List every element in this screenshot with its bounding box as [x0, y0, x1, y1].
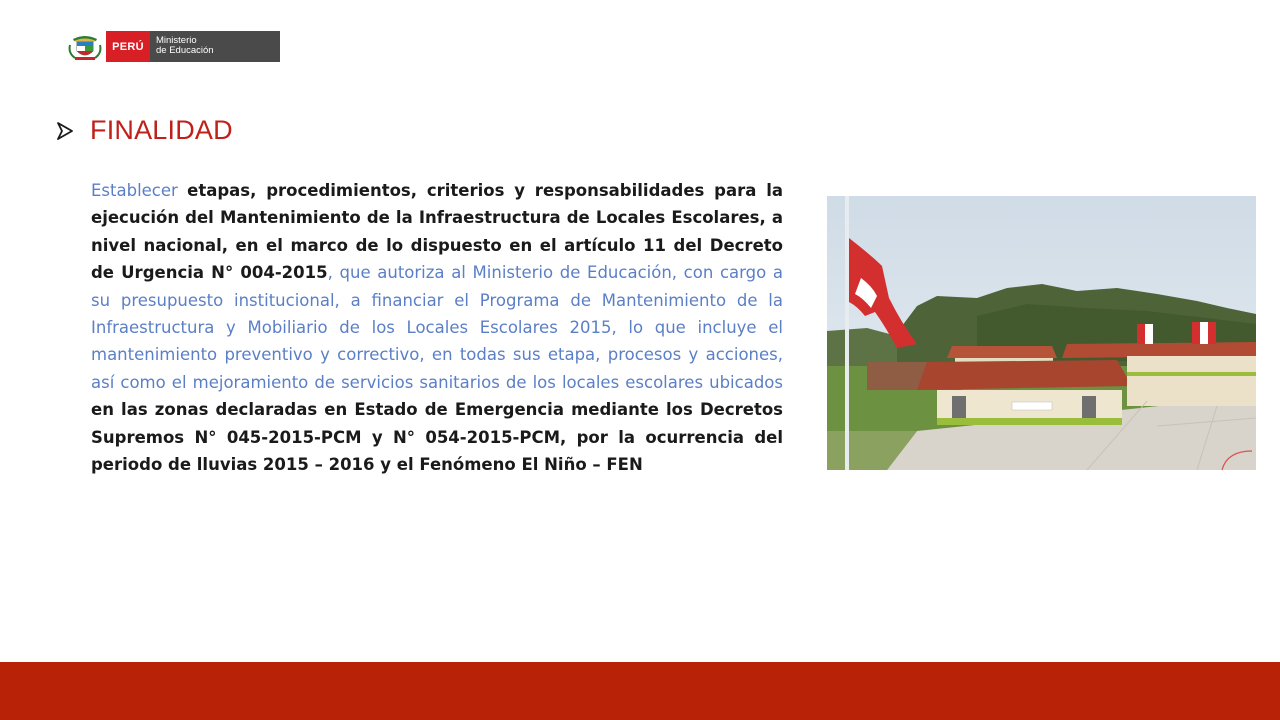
paragraph-segment: en las zonas declaradas en Estado de Emergencia mediante los Decretos Supremos N° 045-2015-PCM y N° 054-2015-PCM, por la ocurrencia del periodo de lluvias 2015 – 2016 y el Fenómeno El Niño – FEN	[91, 400, 783, 475]
ministry-label	[150, 31, 280, 62]
peru-label: PERÚ	[106, 31, 150, 62]
section-title	[56, 115, 233, 146]
arrow-bullet-icon	[56, 122, 74, 140]
paragraph-segment: Establecer	[91, 181, 188, 200]
ministry-line-1: Ministerio	[156, 35, 197, 46]
paragraph-segment: etapas, procedimientos, criterios y responsabilidades para la ejecución del Mantenimiento de la Infraestructura de Locales Escolares, a nivel nacional, en el marco de lo dispuesto en el artículo 11 del Decreto de Urgencia N° 004-2015	[91, 181, 783, 283]
purpose-paragraph	[91, 177, 783, 478]
ministry-line-2: de Educación	[156, 45, 214, 56]
paragraph-segment: , que autoriza al Ministerio de Educación, con cargo a su presupuesto institucional, a financiar el Programa de Mantenimiento de la Infraestructura y Mobiliario de los Locales Escolares 2015, lo que incluye el mantenimiento preventivo y correctivo, en todas sus etapa, procesos y acciones, así como el mejoramiento de servicios sanitarios de los locales escolares ubicados	[91, 263, 783, 392]
coat-of-arms-icon	[66, 31, 104, 62]
school-photo	[827, 196, 1256, 470]
title-text: FINALIDAD	[90, 115, 233, 145]
footer-band	[0, 662, 1280, 720]
ministry-logo[interactable]	[66, 31, 280, 62]
